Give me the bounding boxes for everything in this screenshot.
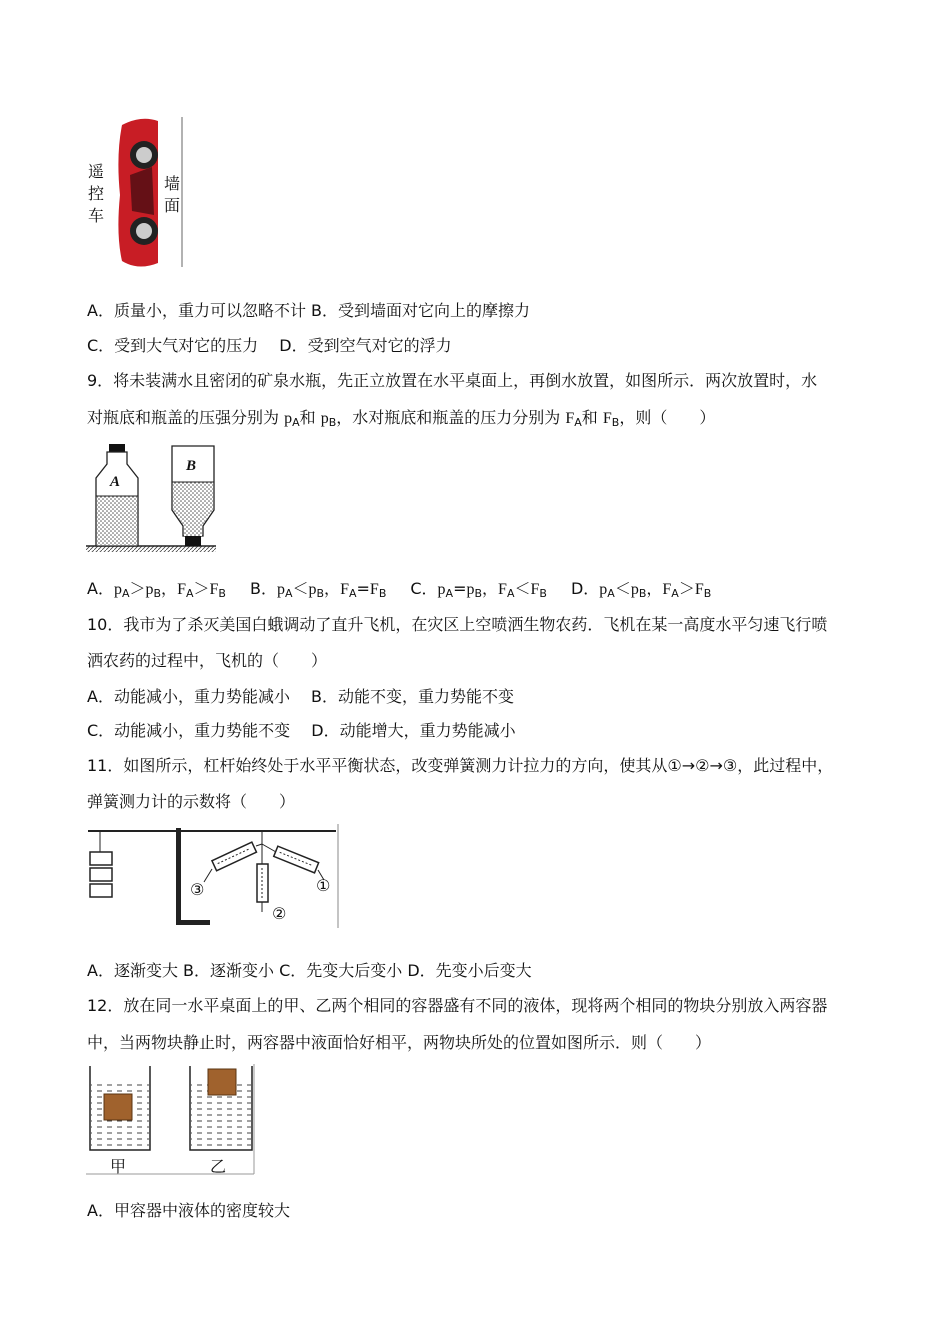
q8-options-ab: A．质量小，重力可以忽略不计 B．受到墙面对它向上的摩擦力 — [87, 301, 531, 320]
container-yi-label: 乙 — [210, 1157, 227, 1176]
q12-stem-line2: 中，当两物块静止时，两容器中液面恰好相平，两物块所处的位置如图所示．则（ ） — [87, 1033, 712, 1052]
q10-options-ab: A．动能减小，重力势能减小 B．动能不变，重力势能不变 — [87, 687, 515, 706]
position-1-label: ① — [316, 876, 331, 895]
q8-options-cd: C．受到大气对它的压力 D．受到空气对它的浮力 — [87, 336, 452, 355]
q12-stem-line1: 12．放在同一水平桌面上的甲、乙两个相同的容器盛有不同的液体，现将两个相同的物块分别放入两容器 — [87, 996, 828, 1015]
q10-options-cd: C．动能减小，重力势能不变 D．动能增大，重力势能减小 — [87, 721, 516, 740]
q12-option-a: A．甲容器中液体的密度较大 — [87, 1201, 290, 1220]
lever-figure — [86, 824, 340, 930]
q10-stem-line2: 洒农药的过程中，飞机的（ ） — [87, 651, 328, 670]
q10-stem-line1: 10．我市为了杀灭美国白蛾调动了直升飞机，在灾区上空喷洒生物农药．飞机在某一高度水平匀速飞行喷 — [87, 615, 828, 634]
position-3-label: ③ — [190, 880, 205, 899]
bottle-b-label: B — [186, 458, 197, 474]
wall-label: 墙面 — [164, 174, 181, 215]
q9-stem-line2: 对瓶底和瓶盖的压强分别为 $p_A$和 $p_B$，水对瓶底和瓶盖的压力分别为 $F_A$和 $F_B$，则（ ） — [87, 408, 716, 429]
position-2-label: ② — [272, 904, 287, 923]
containers-figure — [86, 1064, 256, 1176]
q11-stem-line1: 11．如图所示，杠杆始终处于水平平衡状态，改变弹簧测力计拉力的方向，使其从①→②→③，此过程中， — [87, 756, 834, 775]
q9-options: A．$p_A>p_B$，$F_A>F_B$ B．$p_A<p_B$，$F_A=F_B$ C．$p_A=p_B$，$F_A<F_B$ D．$p_A<p_B$，$F_A>F_B$ — [87, 579, 712, 600]
car-wall-figure — [86, 115, 186, 270]
bottles-figure — [86, 442, 218, 556]
bottle-a-label: A — [110, 474, 121, 490]
q11-stem-line2: 弹簧测力计的示数将（ ） — [87, 792, 296, 811]
q9-stem-line1: 9．将未装满水且密闭的矿泉水瓶，先正立放置在水平桌面上，再倒水放置，如图所示．两次放置时，水 — [87, 371, 818, 390]
q11-options: A．逐渐变大 B．逐渐变小 C．先变大后变小 D．先变小后变大 — [87, 961, 532, 980]
container-jia-label: 甲 — [110, 1157, 127, 1176]
car-label: 遥控车 — [88, 162, 105, 225]
